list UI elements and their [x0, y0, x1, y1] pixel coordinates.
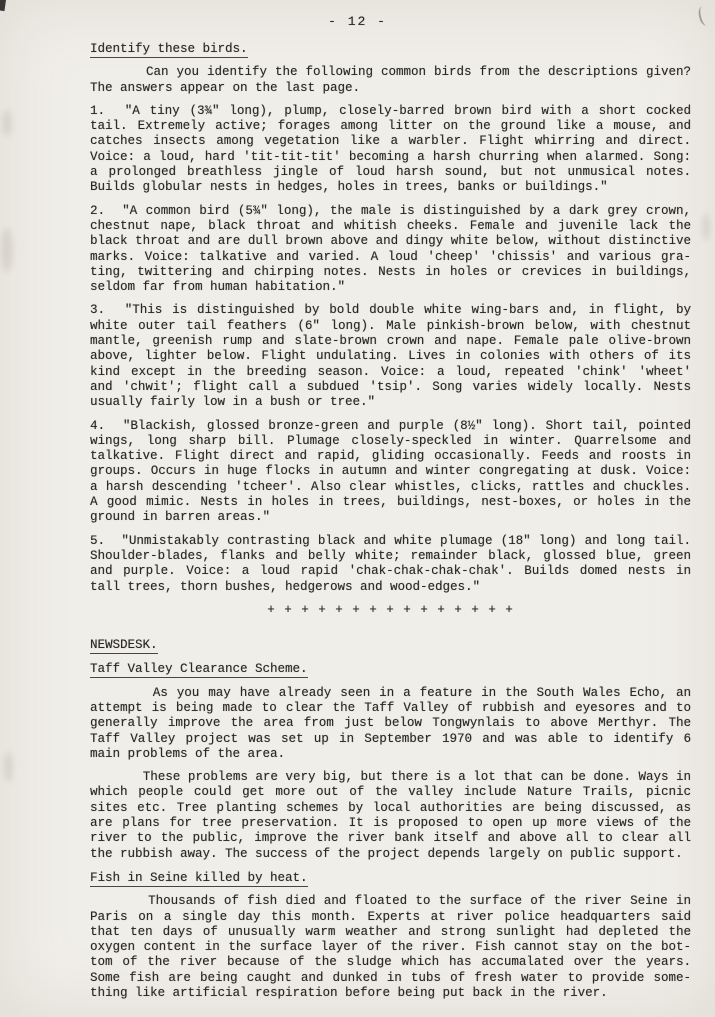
- text-line: above, lighter below. Flight undulating. Lives in colonies with others of its: [90, 349, 691, 364]
- text-line: white outer tail feathers (6" long). Male pinkish-brown below, with chestnut: [90, 318, 691, 333]
- text-line: The answers appear on the last page.: [90, 80, 361, 95]
- text-line: thing like artificial respiration before being put back in the river.: [90, 986, 608, 1001]
- text-line: tail. Extremely active; forages among litter on the ground like a mouse, and: [90, 119, 691, 134]
- text-line: generally improve the area from just below Tongwynlais to above Merthyr. The: [90, 716, 691, 731]
- scan-smudge: [2, 110, 12, 136]
- text-line: a prolonged breathless jingle of loud harsh sound, but not unmusical notes.: [90, 165, 691, 180]
- text-line: black throat and are dull brown above and dingy white below, without distinctive: [90, 234, 691, 249]
- scan-corner-artifact: [0, 0, 6, 11]
- text-line: 5. "Unmistakably contrasting black and white plumage (18" long) and long tail.: [90, 533, 691, 548]
- heading-text: Identify these birds.: [90, 42, 248, 56]
- text-line: sites etc. Tree planting schemes by local authorities are being discussed, as: [90, 800, 691, 815]
- text-line: are plans for tree preservation. It is proposed to open up more views of the: [90, 816, 691, 831]
- document-body: [90, 42, 691, 1009]
- text-line: usually fairly low in a bush or tree.": [90, 395, 376, 410]
- text-line: marks. Voice: talkative and varied. A loud 'cheep' 'chissis' and various gra-: [90, 249, 691, 264]
- text-line: main problems of the area.: [90, 746, 286, 761]
- text-line: 2. "A common bird (5¾" long), the male is distinguished by a dark grey crown,: [90, 203, 691, 218]
- text-line: mantle, greenish rump and slate-brown crown and nape. Female pale olive-brown: [90, 334, 691, 349]
- paragraph: [90, 204, 691, 296]
- text-line: and purple. Voice: a loud rapid 'chak-chak-chak-chak'. Builds domed nests in: [90, 564, 691, 579]
- paragraph: [90, 770, 691, 862]
- text-line: Can you identify the following common birds from the descriptions given?: [90, 65, 691, 80]
- text-line: 1. "A tiny (3¾" long), plump, closely-barred brown bird with a short cocked: [90, 103, 691, 118]
- text-line: A good mimic. Nests in holes in trees, buildings, nest-boxes, or holes in the: [90, 495, 691, 510]
- text-line: a harsh descending 'tcheer'. Also clear whistles, clicks, rattles and chuckles.: [90, 479, 691, 494]
- text-line: ground in barren areas.": [90, 510, 271, 525]
- text-line: river to the public, improve the river bank itself and above all to clear all: [90, 831, 691, 846]
- text-line: seldom far from human habitation.": [90, 280, 346, 295]
- text-line: 3. "This is distinguished by bold double white wing-bars and, in flight, by: [90, 303, 691, 318]
- text-line: tall trees, thorn bushes, hedgerows and wood-edges.": [90, 579, 481, 594]
- paragraph: [90, 686, 691, 762]
- text-line: Thousands of fish died and floated to the surface of the river Seine in: [90, 894, 691, 909]
- text-line: 4. "Blackish, glossed bronze-green and purple (8½" long). Short tail, pointed: [90, 418, 691, 433]
- text-line: These problems are very big, but there is a lot that can be done. Ways in: [90, 770, 691, 785]
- text-line: chestnut nape, black throat and whitish cheeks. Female and juvenile lack the: [90, 218, 691, 233]
- text-line: which people could get more out of the valley include Nature Trails, picnic: [90, 785, 691, 800]
- text-line: Some fish are being caught and dunked in tubs of fresh water to provide some-: [90, 970, 691, 985]
- text-line: groups. Occurs in huge flocks in autumn and winter congregating at dusk. Voice:: [90, 464, 691, 479]
- text-line: As you may have already seen in a feature in the South Wales Echo, an: [90, 685, 691, 700]
- paragraph: [90, 65, 691, 96]
- text-line: ting, twittering and chirping notes. Nests in holes or crevices in buildings,: [90, 264, 691, 279]
- heading-text: Taff Valley Clearance Scheme.: [90, 662, 308, 677]
- text-line: Shoulder-blades, flanks and belly white; remainder black, glossed blue, green: [90, 548, 691, 563]
- text-line: and 'chwit'; flight call a subdued 'tsip'. Song varies widely locally. Nests: [90, 379, 691, 394]
- text-line: Voice: a loud, hard 'tit-tit-tit' becoming a harsh churring when alarmed. Song:: [90, 149, 691, 164]
- paragraph: [90, 534, 691, 595]
- section-heading-newsdesk: [90, 638, 691, 653]
- paragraph: [90, 419, 691, 526]
- scan-smudge: [1, 228, 13, 272]
- heading-text: NEWSDESK.: [90, 638, 158, 653]
- text-line: the rubbish away. The success of the project depends largely on public support.: [90, 846, 683, 861]
- scan-smudge: [4, 752, 13, 782]
- text-line: kind except in the breeding season. Voice: a loud, repeated 'chink' 'wheet': [90, 364, 691, 379]
- section-heading-taff-valley: [90, 662, 691, 677]
- paragraph: [90, 894, 691, 1001]
- text-line: Builds globular nests in hedges, holes in trees, banks or buildings.": [90, 180, 608, 195]
- text-line: Paris on a single day this month. Experts at river police headquarters said: [90, 909, 691, 924]
- paragraph: [90, 303, 691, 410]
- text-line: Taff Valley project was set up in September 1970 and was able to identify 6: [90, 731, 691, 746]
- scan-smudge: [702, 214, 710, 240]
- paragraph: [90, 104, 691, 196]
- text-line: attempt is being made to clear the Taff Valley of rubbish and eyesores and to: [90, 700, 691, 715]
- heading-text: Fish in Seine killed by heat.: [90, 870, 308, 885]
- text-line: that ten days of unusually warm weather and strong sunlight had depleted the: [90, 924, 691, 939]
- text-line: catches insects among vegetation like a warbler. Flight whirring and direct.: [90, 134, 691, 149]
- section-heading-identify-birds: [90, 42, 691, 57]
- text-line: wings, long sharp bill. Plumage closely-speckled in winter. Quarrelsome and: [90, 433, 691, 448]
- text-line: talkative. Flight direct and rapid, gliding occasionally. Feeds and roosts in: [90, 449, 691, 464]
- page-number: - 12 -: [328, 14, 387, 29]
- section-heading-fish-seine: [90, 871, 691, 886]
- text-line: oxygen content in the surface layer of the river. Fish cannot stay on the bot-: [90, 940, 691, 955]
- plus-separator: + + + + + + + + + + + + + + +: [267, 602, 514, 617]
- text-line: tom of the river because of the sludge which has accumalated over the years.: [90, 955, 691, 970]
